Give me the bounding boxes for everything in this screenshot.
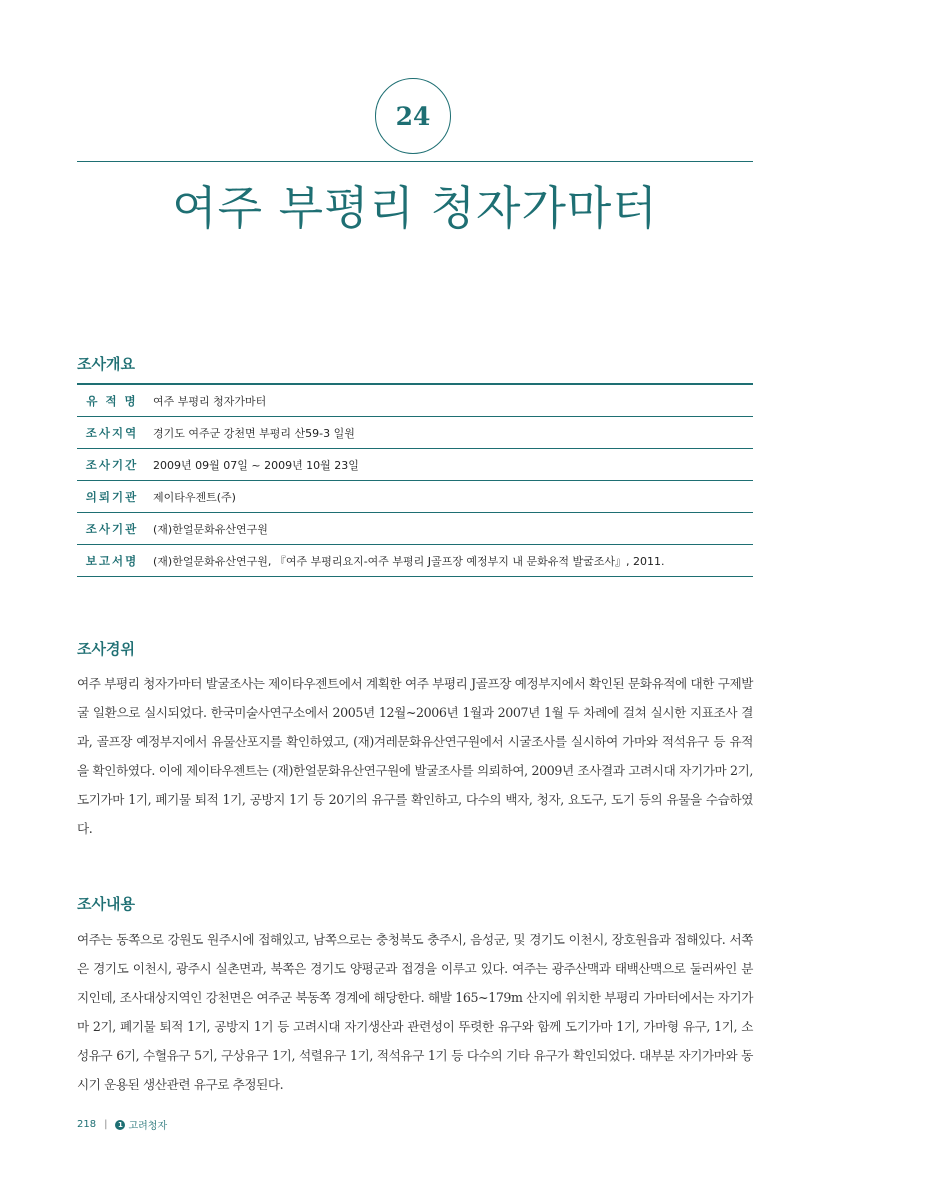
table-row (77, 449, 753, 481)
chapter-name: 고려청자 (128, 1121, 168, 1132)
table-row (77, 481, 753, 513)
row-value: 제이타우젠트(주) (147, 481, 753, 513)
row-value: 2009년 09월 07일 ~ 2009년 10월 23일 (147, 449, 753, 481)
overview-table (77, 383, 753, 577)
row-value: (재)한얼문화유산연구원 (147, 513, 753, 545)
background-heading: 조사경위 (77, 640, 135, 658)
row-label: 조사기간 (77, 449, 147, 481)
page-footer (77, 1117, 167, 1132)
table-row (77, 384, 753, 417)
title-divider (77, 161, 753, 162)
content-paragraph: 여주는 동쪽으로 강원도 원주시에 접해있고, 남쪽으로는 충청북도 충주시, 음성군, 및 경기도 이천시, 장호원읍과 접해있다. 서쪽은 경기도 이천시, 광주시 실촌면과, 북쪽은 경기도 양평군과 접경을 이루고 있다. 여주는 광주산맥과 태백산맥으로 둘러싸인 분지인데, 조사대상지역인 강천면은 여주군 북동쪽 경계에 해당한다. 해발 165~179m 산지에 위치한 부평리 가마터에서는 자기가마 2기, 폐기물 퇴적 1기, 공방지 1기 등 고려시대 자기생산과 관련성이 뚜렷한 유구와 함께 도기가마 1기, 가마형 유구, 1기, 소성유구 6기, 수혈유구 5기, 구상유구 1기, 석렬유구 1기, 적석유구 1기 등 다수의 기타 유구가 확인되었다. 대부분 자기가마와 동시기 운용된 생산관련 유구로 추정된다. (77, 932, 753, 1092)
row-label: 보고서명 (77, 545, 147, 577)
table-row (77, 545, 753, 577)
page-number: 218 (77, 1119, 97, 1130)
overview-heading: 조사개요 (77, 355, 135, 373)
page-title: 여주 부평리 청자가마터 (172, 181, 658, 235)
row-label: 의뢰기관 (77, 481, 147, 513)
row-label: 조사기관 (77, 513, 147, 545)
row-value: (재)한얼문화유산연구원, 『여주 부평리요지-여주 부평리 J골프장 예정부지 내 문화유적 발굴조사』, 2011. (147, 545, 753, 577)
row-value: 여주 부평리 청자가마터 (147, 384, 753, 417)
row-label: 유 적 명 (77, 384, 147, 417)
chapter-marker-icon: 1 (115, 1120, 125, 1130)
row-label: 조사지역 (77, 417, 147, 449)
table-row (77, 513, 753, 545)
content-heading: 조사내용 (77, 895, 135, 913)
row-value: 경기도 여주군 강천면 부평리 산59-3 일원 (147, 417, 753, 449)
chapter-number-badge: 24 (375, 78, 451, 154)
table-row (77, 417, 753, 449)
background-paragraph: 여주 부평리 청자가마터 발굴조사는 제이타우젠트에서 계획한 여주 부평리 J골프장 예정부지에서 확인된 문화유적에 대한 구제발굴 일환으로 실시되었다. 한국미술사연구소에서 2005년 12월~2006년 1월과 2007년 1월 두 차례에 걸쳐 실시한 지표조사 결과, 골프장 예정부지에서 유물산포지를 확인하였고, (재)겨레문화유산연구원에서 시굴조사를 실시하여 가마와 적석유구 등 유적을 확인하였다. 이에 제이타우젠트는 (재)한얼문화유산연구원에 발굴조사를 의뢰하여, 2009년 조사결과 고려시대 자기가마 2기, 도기가마 1기, 폐기물 퇴적 1기, 공방지 1기 등 20기의 유구를 확인하고, 다수의 백자, 청자, 요도구, 도기 등의 유물을 수습하였다. (77, 676, 753, 836)
footer-separator: | (104, 1119, 108, 1130)
